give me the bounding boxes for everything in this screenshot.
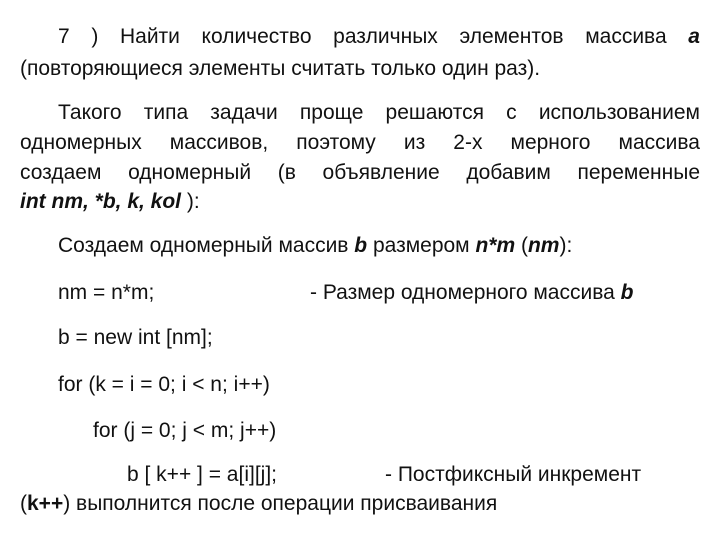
para-line-2	[20, 130, 700, 156]
comment-var-b: b	[620, 281, 634, 304]
para-line-3-word: добавим	[466, 161, 551, 184]
task-line-2	[20, 56, 540, 82]
para-line-2-word: 2-х	[453, 131, 483, 154]
note-open: (	[20, 492, 27, 515]
create-close: ):	[559, 234, 573, 257]
code-line-3	[58, 372, 270, 398]
task-line-1-word: количество	[201, 25, 312, 48]
declared-variables: int nm, *b, k, kol	[20, 190, 182, 213]
para-line-1-word: проще	[299, 101, 364, 124]
code-line-5	[127, 462, 277, 488]
comment-size-prefix: - Размер одномерного массива	[310, 281, 621, 304]
create-open: (	[515, 234, 528, 257]
code-comment-1	[310, 280, 633, 306]
create-prefix: Создаем одномерный массив	[58, 234, 355, 257]
code-nm-assign: nm = n*m;	[58, 281, 155, 304]
note-rest: ) выполнится после операции присваивания	[63, 492, 498, 515]
code-inner-loop: for (j = 0; j < m; j++)	[93, 419, 277, 442]
postfix-note	[20, 491, 497, 517]
para-line-2-word: мерного	[510, 131, 591, 154]
task-text: (повторяющиеся элементы считать только один раз).	[20, 57, 541, 80]
task-line-1-word: Найти	[119, 25, 180, 48]
comment-postfix: - Постфиксный инкремент	[385, 463, 642, 486]
var-n-times-m: n*m	[475, 234, 516, 257]
code-line-1	[58, 280, 154, 306]
para-line-1	[58, 100, 700, 126]
var-b: b	[354, 234, 368, 257]
task-line-1-word: 7	[58, 25, 70, 48]
para-line-1-word: с	[506, 101, 517, 124]
para-line-2-word: массива	[618, 131, 700, 154]
para-line-1-word: решаются	[385, 101, 484, 124]
create-mid: размером	[367, 234, 476, 257]
para-line-4	[20, 189, 200, 215]
task-line-1-var: a	[688, 25, 700, 48]
para-line-3-word: создаем	[20, 161, 102, 184]
para-line-2-word: из	[403, 131, 426, 154]
code-comment-5	[385, 462, 641, 488]
para-line-3-word: объявление	[322, 161, 440, 184]
note-var: k++	[27, 492, 64, 515]
para-line-2-word: одномерных	[20, 131, 142, 154]
task-line-1-word: различных	[333, 25, 438, 48]
para-line-3	[20, 160, 700, 186]
create-array-line	[58, 233, 572, 259]
task-line-1-word: элементов	[459, 25, 564, 48]
task-line-1	[58, 24, 700, 50]
para-line-3-word: одномерный	[128, 161, 252, 184]
code-new-array: b = new int [nm];	[58, 326, 213, 349]
var-nm: nm	[527, 234, 560, 257]
code-assign-element: b [ k++ ] = a[i][j];	[127, 463, 277, 486]
task-line-1-word: )	[91, 25, 99, 48]
para-line-1-word: типа	[143, 101, 189, 124]
code-line-2	[58, 325, 213, 351]
para-line-2-word: массивов,	[169, 131, 269, 154]
para-line-3-word: переменные	[577, 161, 700, 184]
task-line-1-word: массива	[585, 25, 667, 48]
code-line-4	[93, 418, 276, 444]
para-line-3-word: (в	[277, 161, 296, 184]
para-line-4-tail: ):	[181, 190, 200, 213]
para-line-1-word: использованием	[538, 101, 700, 124]
code-outer-loop: for (k = i = 0; i < n; i++)	[58, 373, 270, 396]
para-line-2-word: поэтому	[296, 131, 376, 154]
para-line-1-word: задачи	[210, 101, 278, 124]
para-line-1-word: Такого	[58, 101, 122, 124]
